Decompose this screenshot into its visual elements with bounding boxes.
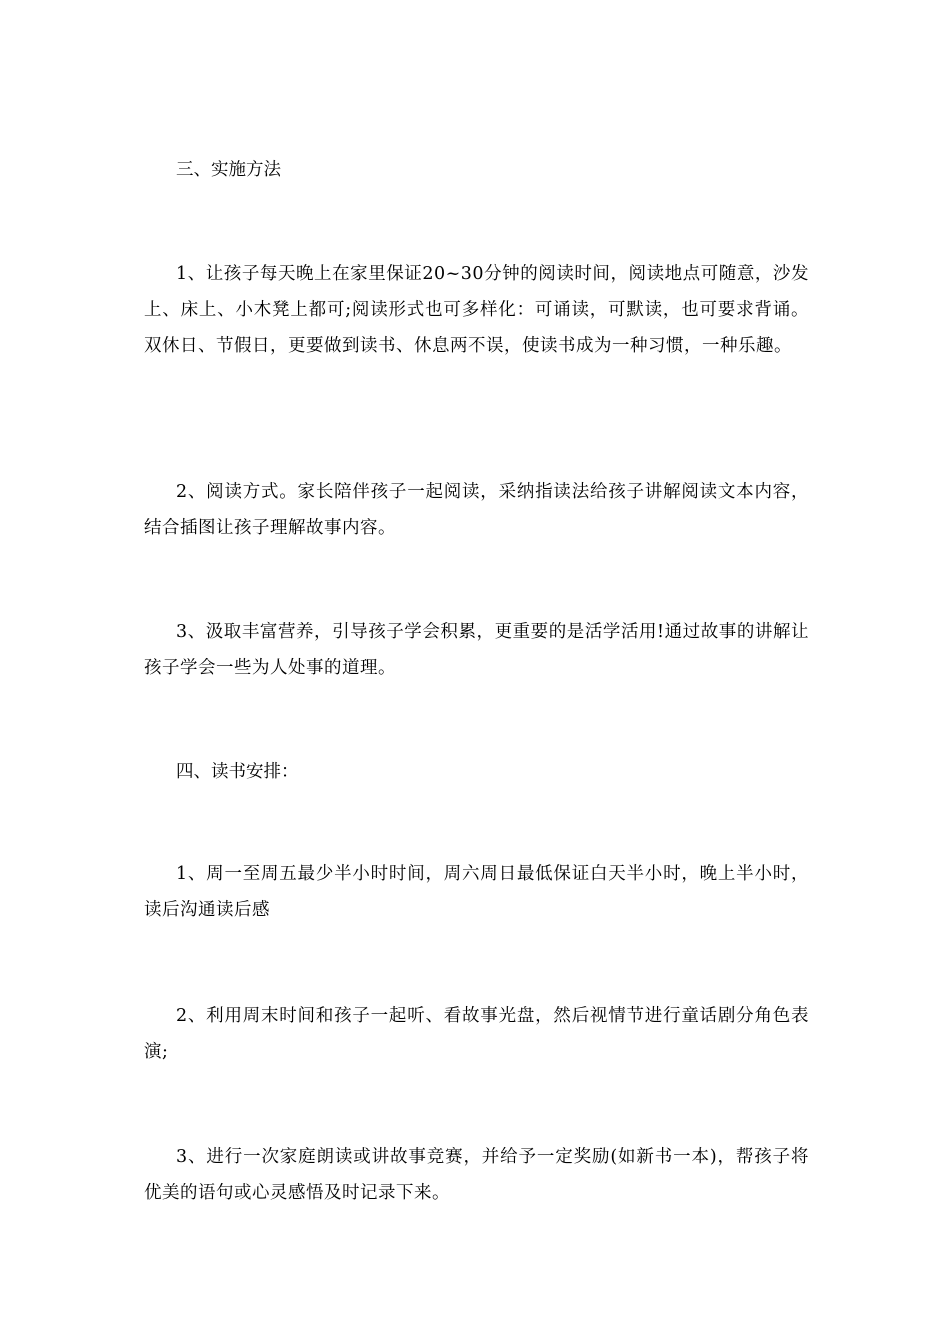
section-heading-reading-schedule: 四、读书安排：	[176, 762, 299, 782]
paragraph-schedule-3: 3、进行一次家庭朗读或讲故事竞赛，并给予一定奖励(如新书一本)，帮孩子将优美的语句或心灵感悟及时记录下来。	[144, 1147, 809, 1203]
paragraph-method-1: 1、让孩子每天晚上在家里保证20~30分钟的阅读时间，阅读地点可随意，沙发上、床上、小木凳上都可;阅读形式也可多样化：可诵读，可默读，也可要求背诵。双休日、节假日，更要做到读书、休息两不误，使读书成为一种习惯，一种乐趣。	[144, 264, 809, 356]
paragraph-schedule-1: 1、周一至周五最少半小时时间，周六周日最低保证白天半小时，晚上半小时，读后沟通读后感	[144, 864, 809, 920]
paragraph-method-3: 3、汲取丰富营养，引导孩子学会积累，更重要的是活学活用!通过故事的讲解让孩子学会一些为人处事的道理。	[144, 622, 809, 678]
paragraph-schedule-2: 2、利用周末时间和孩子一起听、看故事光盘，然后视情节进行童话剧分角色表演;	[144, 1006, 809, 1062]
paragraph-method-2: 2、阅读方式。家长陪伴孩子一起阅读，采纳指读法给孩子讲解阅读文本内容，结合插图让孩子理解故事内容。	[144, 482, 809, 538]
section-heading-implementation-methods: 三、实施方法	[176, 160, 281, 180]
